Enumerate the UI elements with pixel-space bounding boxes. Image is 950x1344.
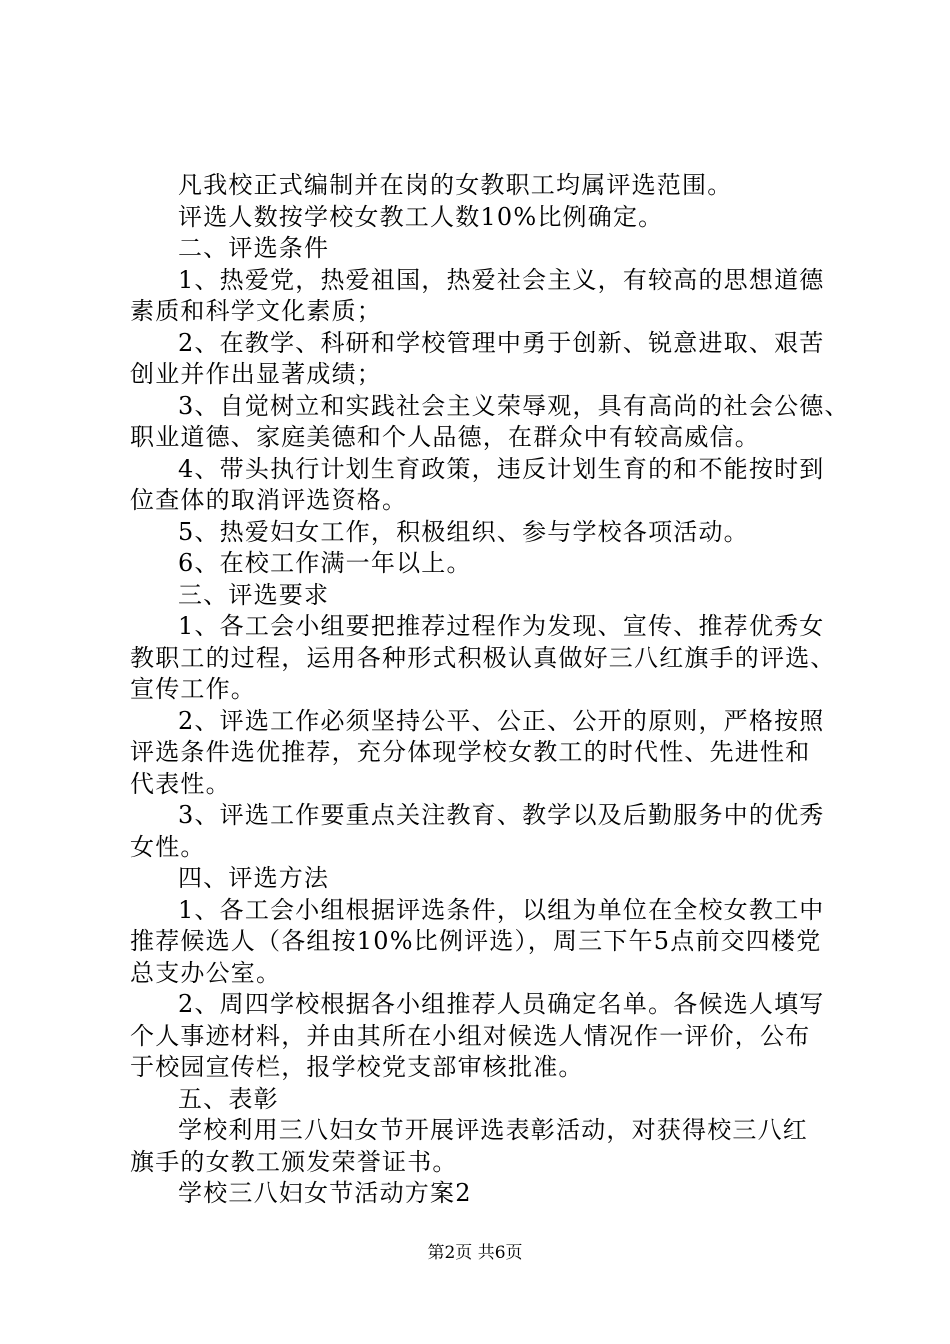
text-line: 创业并作出显著成绩； xyxy=(130,360,382,388)
document-body xyxy=(130,170,850,1210)
text-line: 旗手的女教工颁发荣誉证书。 xyxy=(130,1147,458,1176)
text-line: 位查体的取消评选资格。 xyxy=(130,486,408,514)
text-line: 代表性。 xyxy=(130,769,231,798)
text-line: 二、评选条件 xyxy=(178,234,330,262)
text-line: 宣传工作。 xyxy=(130,675,256,703)
text-line: 五、表彰 xyxy=(178,1084,279,1113)
text-line: 1、各工会小组要把推荐过程作为发现、宣传、推荐优秀女 xyxy=(178,612,825,640)
text-line: 评选人数按学校女教工人数10%比例确定。 xyxy=(178,202,664,231)
text-line: 素质和科学文化素质； xyxy=(130,297,382,325)
text-line: 学校利用三八妇女节开展评选表彰活动，对获得校三八红 xyxy=(178,1116,808,1144)
text-line: 推荐候选人（各组按10%比例评选），周三下午5点前交四楼党 xyxy=(130,927,822,955)
text-line: 女性。 xyxy=(130,832,206,861)
text-line: 四、评选方法 xyxy=(178,864,330,892)
page-footer: 第2页 共6页 xyxy=(427,1243,523,1263)
text-line: 4、带头执行计划生育政策，违反计划生育的和不能按时到 xyxy=(178,454,825,483)
text-line: 教职工的过程，运用各种形式积极认真做好三八红旗手的评选、 xyxy=(130,643,836,672)
text-line: 5、热爱妇女工作，积极组织、参与学校各项活动。 xyxy=(178,517,749,546)
text-line: 3、自觉树立和实践社会主义荣辱观，具有高尚的社会公德、 xyxy=(178,391,850,420)
text-line: 6、在校工作满一年以上。 xyxy=(178,549,472,577)
text-line: 学校三八妇女节活动方案2 xyxy=(178,1179,472,1207)
text-line: 1、各工会小组根据评选条件，以组为单位在全校女教工中 xyxy=(178,895,825,924)
text-line: 2、在教学、科研和学校管理中勇于创新、锐意进取、艰苦 xyxy=(178,328,825,357)
text-line: 三、评选要求 xyxy=(178,580,330,609)
text-line: 1、热爱党，热爱祖国，热爱社会主义，有较高的思想道德 xyxy=(178,265,825,294)
text-line: 2、周四学校根据各小组推荐人员确定名单。各候选人填写 xyxy=(178,990,825,1018)
text-line: 总支办公室。 xyxy=(130,958,282,987)
text-line: 凡我校正式编制并在岗的女教职工均属评选范围。 xyxy=(178,171,733,199)
text-line: 评选条件选优推荐，充分体现学校女教工的时代性、先进性和 xyxy=(130,738,811,766)
text-line: 2、评选工作必须坚持公平、公正、公开的原则，严格按照 xyxy=(178,706,825,735)
text-line: 3、评选工作要重点关注教育、教学以及后勤服务中的优秀 xyxy=(178,801,825,829)
text-line: 职业道德、家庭美德和个人品德，在群众中有较高威信。 xyxy=(130,423,760,451)
text-line: 于校园宣传栏，报学校党支部审核批准。 xyxy=(130,1053,584,1081)
text-line: 个人事迹材料，并由其所在小组对候选人情况作一评价，公布 xyxy=(130,1021,811,1050)
